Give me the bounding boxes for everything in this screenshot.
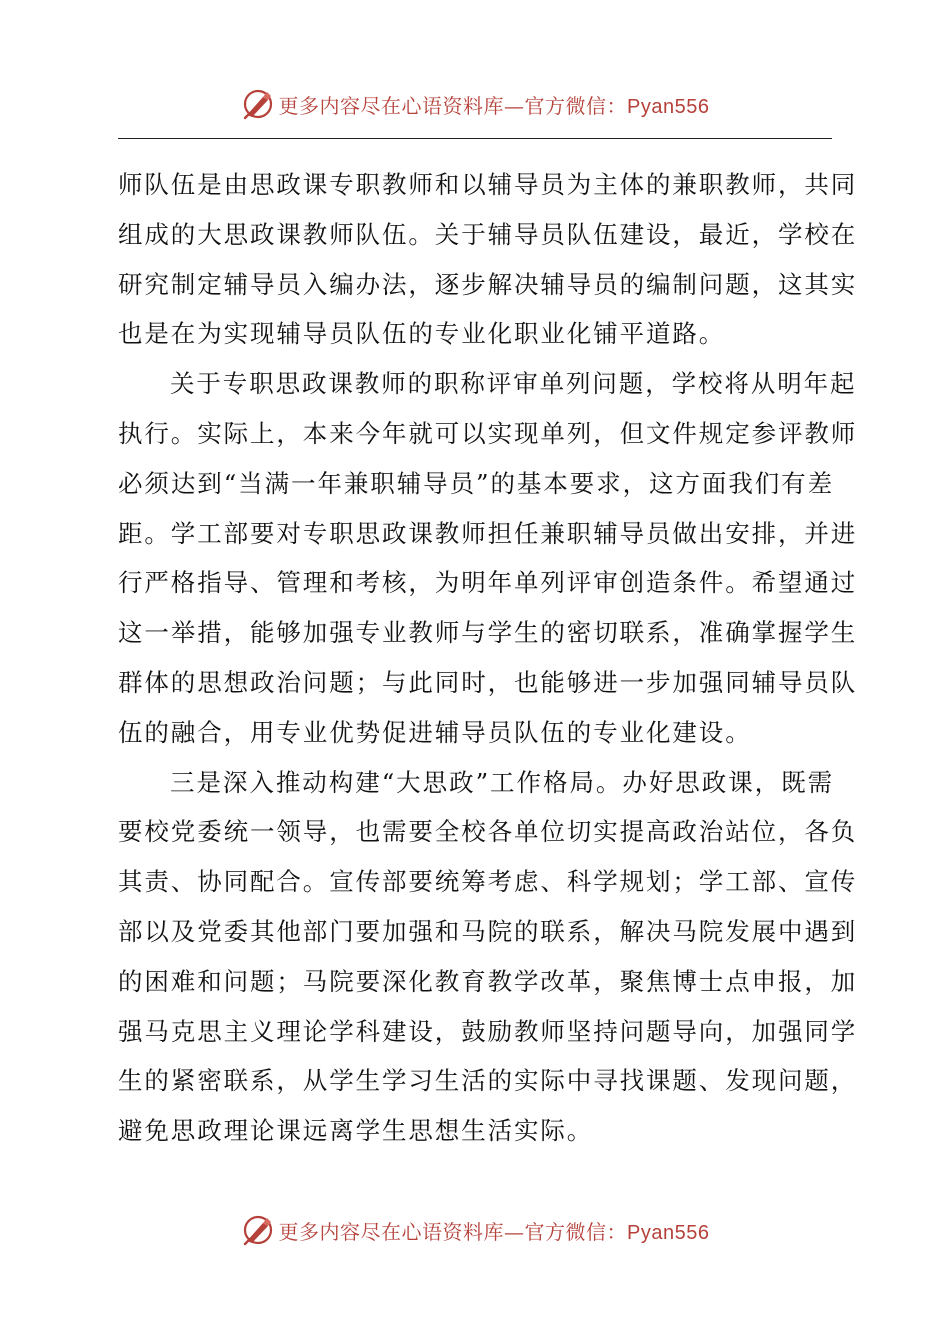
watermark-wechat-id: Pyan556 (627, 95, 710, 118)
text-line: 生的紧密联系，从学生学习生活的实际中寻找课题、发现问题， (118, 1066, 858, 1096)
document-body (118, 160, 858, 1156)
watermark-text: 更多内容尽在心语资料库—官方微信：Pyan556 (278, 1219, 710, 1244)
paragraph (118, 359, 858, 757)
text-line: 群体的思想政治问题；与此同时，也能够进一步加强同辅导员队 (118, 667, 858, 697)
text-line: 执行。实际上，本来今年就可以实现单列，但文件规定参评教师 (118, 418, 858, 448)
header-divider (118, 138, 832, 139)
pen-nib-logo-icon (241, 1213, 275, 1247)
text-line: 三是深入推动构建“大思政”工作格局。办好思政课，既需 (170, 767, 834, 797)
text-line: 行严格指导、管理和考核，为明年单列评审创造条件。希望通过 (118, 568, 858, 598)
text-line: 的困难和问题；马院要深化教育教学改革，聚焦博士点申报，加 (118, 966, 858, 996)
text-line: 这一举措，能够加强专业教师与学生的密切联系，准确掌握学生 (118, 618, 858, 648)
text-line: 距。学工部要对专职思政课教师担任兼职辅导员做出安排，并进 (118, 518, 858, 548)
paragraph (118, 160, 858, 359)
text-line: 师队伍是由思政课专职教师和以辅导员为主体的兼职教师，共同 (118, 170, 858, 199)
watermark-wechat-id: Pyan556 (627, 1221, 710, 1244)
text-line: 伍的融合，用专业优势促进辅导员队伍的专业化建设。 (118, 717, 752, 747)
text-line: 部以及党委其他部门要加强和马院的联系，解决马院发展中遇到 (118, 916, 858, 946)
text-line: 研究制定辅导员入编办法，逐步解决辅导员的编制问题，这其实 (118, 269, 858, 299)
footer-watermark (0, 1212, 950, 1248)
paragraph (118, 758, 858, 1156)
text-line: 其责、协同配合。宣传部要统筹考虑、科学规划；学工部、宣传 (118, 867, 858, 897)
header-watermark (0, 86, 950, 122)
text-line: 强马克思主义理论学科建设，鼓励教师坚持问题导向，加强同学 (118, 1016, 858, 1046)
text-line: 关于专职思政课教师的职称评审单列问题，学校将从明年起 (170, 369, 857, 399)
text-line: 也是在为实现辅导员队伍的专业化职业化铺平道路。 (118, 319, 726, 349)
text-line: 避免思政理论课远离学生思想生活实际。 (118, 1116, 594, 1146)
watermark-text: 更多内容尽在心语资料库—官方微信：Pyan556 (278, 93, 710, 118)
text-line: 必须达到“当满一年兼职辅导员”的基本要求，这方面我们有差 (118, 468, 834, 498)
pen-nib-logo-icon (241, 87, 275, 121)
text-line: 要校党委统一领导，也需要全校各单位切实提高政治站位，各负 (118, 817, 858, 847)
text-line: 组成的大思政课教师队伍。关于辅导员队伍建设，最近，学校在 (118, 219, 858, 249)
